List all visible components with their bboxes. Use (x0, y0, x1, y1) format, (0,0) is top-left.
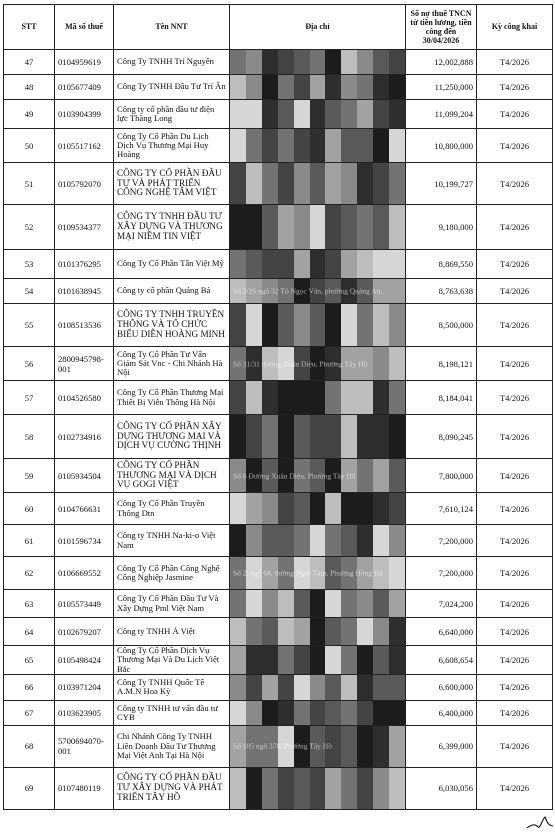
cell-address (230, 381, 406, 415)
pixelated-address-blur (230, 163, 405, 204)
cell-publication-period: T4/2026 (477, 250, 553, 279)
cell-stt: 51 (4, 163, 55, 205)
cell-debt-amount: 8,184,041 (406, 381, 477, 415)
cell-taxpayer-name: Công Ty Cổ Phần Dịch Vụ Thương Mại Và Du Lịch Việt Bắc (114, 646, 230, 675)
cell-taxpayer-name: CÔNG TY CỔ PHẦN ĐẦU TƯ VÀ PHÁT TRIỂN CÔNG NGHỆ TÂM VIỆT (114, 163, 230, 205)
cell-publication-period: T4/2026 (477, 525, 553, 557)
cell-address (230, 700, 406, 725)
table-row (4, 100, 553, 129)
header-stt: STT (4, 5, 55, 50)
pixelated-address-blur (230, 646, 405, 674)
address-text: Số 2, ngõ 68, đường Nghi Tàm, Phường Hồng Hà (233, 568, 383, 578)
cell-tax-code: 0104766631 (55, 493, 114, 525)
cell-taxpayer-name: Công Ty Cổ Phần Tư Vấn Giám Sát Vnc - Chi Nhánh Hà Nội (114, 347, 230, 381)
pixelated-address-blur (230, 304, 405, 346)
table-row (4, 75, 553, 100)
cell-tax-code: 0105677409 (55, 75, 114, 100)
cell-address (230, 129, 406, 163)
cell-taxpayer-name: Công Ty TNHH Đầu Tư Trí Ân (114, 75, 230, 100)
cell-tax-code: 0105517162 (55, 129, 114, 163)
cell-stt: 65 (4, 646, 55, 675)
cell-taxpayer-name: Công Ty Cổ Phần Du Lịch Dịch Vụ Thương Mại Huy Hoàng (114, 129, 230, 163)
cell-publication-period: T4/2026 (477, 50, 553, 75)
cell-tax-code: 0101596734 (55, 525, 114, 557)
table-row (4, 459, 553, 493)
pixelated-address-blur (230, 590, 405, 617)
cell-publication-period: T4/2026 (477, 674, 553, 700)
cell-tax-code: 0107480119 (55, 767, 114, 809)
cell-taxpayer-name: Công Ty Cổ Phần Thương Mại Thiết Bị Viễn Thông Hà Nội (114, 381, 230, 415)
cell-debt-amount: 7,200,000 (406, 557, 477, 590)
cell-tax-code: 0106669552 (55, 557, 114, 590)
cell-address (230, 279, 406, 304)
pixelated-address-blur (230, 100, 405, 128)
cell-address (230, 50, 406, 75)
pixelated-address-blur (230, 415, 405, 458)
cell-address (230, 415, 406, 459)
cell-stt: 52 (4, 205, 55, 250)
header-publication-period: Kỳ công khai (477, 5, 553, 50)
cell-publication-period: T4/2026 (477, 304, 553, 347)
cell-stt: 55 (4, 304, 55, 347)
cell-stt: 62 (4, 557, 55, 590)
cell-stt: 48 (4, 75, 55, 100)
cell-tax-code: 0102734916 (55, 415, 114, 459)
cell-stt: 47 (4, 50, 55, 75)
pixelated-address-blur (230, 75, 405, 99)
table-row (4, 205, 553, 250)
cell-publication-period: T4/2026 (477, 415, 553, 459)
pixelated-address-blur (230, 675, 405, 700)
cell-taxpayer-name: Chi Nhánh Công Ty TNHH Liên Doanh Đầu Tư Thương Mại Việt Anh Tại Hà Nội (114, 725, 230, 767)
cell-address (230, 557, 406, 590)
cell-tax-code: 0105573449 (55, 590, 114, 618)
table-body (4, 50, 553, 810)
cell-stt: 61 (4, 525, 55, 557)
cell-publication-period: T4/2026 (477, 100, 553, 129)
cell-tax-code: 0103623905 (55, 700, 114, 725)
cell-tax-code: 0109534377 (55, 205, 114, 250)
table-row (4, 347, 553, 381)
cell-stt: 54 (4, 279, 55, 304)
cell-stt: 60 (4, 493, 55, 525)
cell-taxpayer-name: Công ty TNHH Á Việt (114, 618, 230, 646)
cell-taxpayer-name: CÔNG TY CỔ PHẦN THƯƠNG MẠI VÀ DỊCH VỤ GOGI VIỆT (114, 459, 230, 493)
pixelated-address-blur (230, 129, 405, 162)
cell-debt-amount: 8,500,000 (406, 304, 477, 347)
table-row (4, 50, 553, 75)
cell-publication-period: T4/2026 (477, 75, 553, 100)
pixelated-address-blur (230, 768, 405, 809)
cell-address (230, 493, 406, 525)
cell-taxpayer-name: Công Ty Cổ Phần Tân Việt Mỹ (114, 250, 230, 279)
cell-stt: 68 (4, 725, 55, 767)
cell-tax-code: 0105498424 (55, 646, 114, 675)
cell-debt-amount: 7,200,000 (406, 525, 477, 557)
table-row (4, 674, 553, 700)
cell-tax-code: 2800945798-001 (55, 347, 114, 381)
cell-debt-amount: 6,399,000 (406, 725, 477, 767)
cell-debt-amount: 9,180,000 (406, 205, 477, 250)
cell-debt-amount: 8,763,638 (406, 279, 477, 304)
cell-address (230, 250, 406, 279)
cell-address (230, 525, 406, 557)
cell-tax-code: 0101376295 (55, 250, 114, 279)
table-row (4, 493, 553, 525)
cell-debt-amount: 12,002,888 (406, 50, 477, 75)
table-row (4, 129, 553, 163)
table-row (4, 590, 553, 618)
cell-stt: 69 (4, 767, 55, 809)
cell-address (230, 100, 406, 129)
cell-stt: 66 (4, 674, 55, 700)
cell-address (230, 767, 406, 809)
cell-tax-code: 0103971204 (55, 674, 114, 700)
table-row (4, 725, 553, 767)
cell-stt: 56 (4, 347, 55, 381)
address-text: Số 31/31 đường Xuân Diệu, Phường Tây Hồ (233, 359, 368, 368)
cell-debt-amount: 6,608,654 (406, 646, 477, 675)
cell-taxpayer-name: CÔNG TY CỔ PHẦN XÂY DỰNG THƯƠNG MẠI VÀ DỊCH VỤ CƯỜNG THỊNH (114, 415, 230, 459)
cell-address (230, 304, 406, 347)
tax-debt-table (3, 4, 553, 810)
pixelated-address-blur (230, 525, 405, 556)
cell-tax-code: 5700694070-001 (55, 725, 114, 767)
table-row (4, 381, 553, 415)
table-row (4, 415, 553, 459)
cell-tax-code: 0105934504 (55, 459, 114, 493)
pixelated-address-blur (230, 250, 405, 278)
cell-address (230, 75, 406, 100)
cell-tax-code: 0102679207 (55, 618, 114, 646)
cell-address (230, 163, 406, 205)
cell-stt: 67 (4, 700, 55, 725)
cell-publication-period: T4/2026 (477, 725, 553, 767)
pixelated-address-blur (230, 205, 405, 249)
cell-publication-period: T4/2026 (477, 163, 553, 205)
pixelated-address-blur (230, 381, 405, 414)
table-row (4, 767, 553, 809)
table-header (4, 5, 553, 50)
cell-taxpayer-name: CÔNG TY CỔ PHẦN ĐẦU TƯ XÂY DỰNG VÀ PHÁT TRIỂN TÂY HỒ (114, 767, 230, 809)
pixelated-address-blur (230, 618, 405, 645)
cell-stt: 50 (4, 129, 55, 163)
cell-debt-amount: 7,800,000 (406, 459, 477, 493)
pixelated-address-blur (230, 50, 405, 74)
cell-taxpayer-name: CÔNG TY TNHH ĐẦU TƯ XÂY DỰNG VÀ THƯƠNG MẠI NIỀM TIN VIỆT (114, 205, 230, 250)
cell-publication-period: T4/2026 (477, 767, 553, 809)
cell-debt-amount: 6,600,000 (406, 674, 477, 700)
cell-taxpayer-name: Công Ty TNHH Quốc Tế A.M.N Hoa Kỳ (114, 674, 230, 700)
cell-address (230, 205, 406, 250)
address-text: Số 105 ngõ 378, Phường Tây Hồ (233, 741, 332, 751)
table-row (4, 557, 553, 590)
cell-taxpayer-name: Công Ty TNHH Trí Nguyên (114, 50, 230, 75)
cell-tax-code: 0104526580 (55, 381, 114, 415)
cell-address (230, 618, 406, 646)
cell-tax-code: 0101638945 (55, 279, 114, 304)
table-row (4, 304, 553, 347)
cell-address (230, 590, 406, 618)
cell-publication-period: T4/2026 (477, 590, 553, 618)
table-row (4, 279, 553, 304)
cell-debt-amount: 11,250,000 (406, 75, 477, 100)
cell-publication-period: T4/2026 (477, 459, 553, 493)
header-debt-amount: Số nợ thuế TNCN từ tiền lương, tiền công đến 30/04/2026 (406, 5, 477, 50)
cell-stt: 64 (4, 618, 55, 646)
cell-debt-amount: 10,199,727 (406, 163, 477, 205)
table-row (4, 163, 553, 205)
cell-address (230, 347, 406, 381)
cell-debt-amount: 11,099,204 (406, 100, 477, 129)
header-address: Địa chỉ (230, 5, 406, 50)
cell-address (230, 459, 406, 493)
table-row (4, 250, 553, 279)
cell-stt: 59 (4, 459, 55, 493)
cell-debt-amount: 8,198,121 (406, 347, 477, 381)
cell-tax-code: 0104959619 (55, 50, 114, 75)
cell-publication-period: T4/2026 (477, 279, 553, 304)
cell-taxpayer-name: CÔNG TY TNHH TRUYỀN THÔNG VÀ TỔ CHỨC BIỂU DIỄN HOÀNG MINH (114, 304, 230, 347)
address-text: Số 2/26 ngõ 32 Tô Ngọc Vân, phường Quảng An, (233, 286, 383, 296)
pixelated-address-blur (230, 493, 405, 524)
cell-debt-amount: 6,640,000 (406, 618, 477, 646)
table-row (4, 618, 553, 646)
address-text: Số 6 Đường Xuân Diệu, Phường Tây Hồ (233, 471, 356, 480)
cell-address (230, 725, 406, 767)
cell-taxpayer-name: Công Ty Cổ Phần Đầu Tư Và Xây Dựng Pml Việt Nam (114, 590, 230, 618)
cell-publication-period: T4/2026 (477, 381, 553, 415)
cell-publication-period: T4/2026 (477, 557, 553, 590)
cell-publication-period: T4/2026 (477, 646, 553, 675)
header-taxpayer-name: Tên NNT (114, 5, 230, 50)
cell-debt-amount: 10,800,000 (406, 129, 477, 163)
cell-debt-amount: 7,024,200 (406, 590, 477, 618)
header-tax-code: Mã số thuế (55, 5, 114, 50)
cell-address (230, 646, 406, 675)
cell-debt-amount: 6,030,056 (406, 767, 477, 809)
cell-tax-code: 0103904399 (55, 100, 114, 129)
table-row (4, 525, 553, 557)
cell-publication-period: T4/2026 (477, 205, 553, 250)
cell-stt: 63 (4, 590, 55, 618)
cell-debt-amount: 8,090,245 (406, 415, 477, 459)
cell-taxpayer-name: Công ty cổ phần Quảng Bá (114, 279, 230, 304)
table-row (4, 700, 553, 725)
cell-publication-period: T4/2026 (477, 347, 553, 381)
cell-taxpayer-name: Công ty TNHH tư vấn đầu tư CYB (114, 700, 230, 725)
cell-stt: 58 (4, 415, 55, 459)
cell-debt-amount: 8,869,550 (406, 250, 477, 279)
table-row (4, 646, 553, 675)
cell-address (230, 674, 406, 700)
cell-publication-period: T4/2026 (477, 129, 553, 163)
cell-stt: 53 (4, 250, 55, 279)
cell-stt: 57 (4, 381, 55, 415)
cell-tax-code: 0108513536 (55, 304, 114, 347)
cell-taxpayer-name: Công ty cổ phần đầu tư điện lực Thăng Long (114, 100, 230, 129)
cell-taxpayer-name: Công ty TNHH Na-ki-o Việt Nam (114, 525, 230, 557)
signature-icon (525, 811, 555, 833)
cell-taxpayer-name: Công Ty Cổ Phần Công Nghệ Công Nghiệp Jasmine (114, 557, 230, 590)
cell-debt-amount: 6,400,000 (406, 700, 477, 725)
pixelated-address-blur (230, 701, 405, 725)
cell-tax-code: 0105792070 (55, 163, 114, 205)
cell-publication-period: T4/2026 (477, 700, 553, 725)
cell-publication-period: T4/2026 (477, 493, 553, 525)
cell-debt-amount: 7,610,124 (406, 493, 477, 525)
cell-stt: 49 (4, 100, 55, 129)
cell-taxpayer-name: Công Ty Cổ Phần Truyền Thông Dtn (114, 493, 230, 525)
cell-publication-period: T4/2026 (477, 618, 553, 646)
